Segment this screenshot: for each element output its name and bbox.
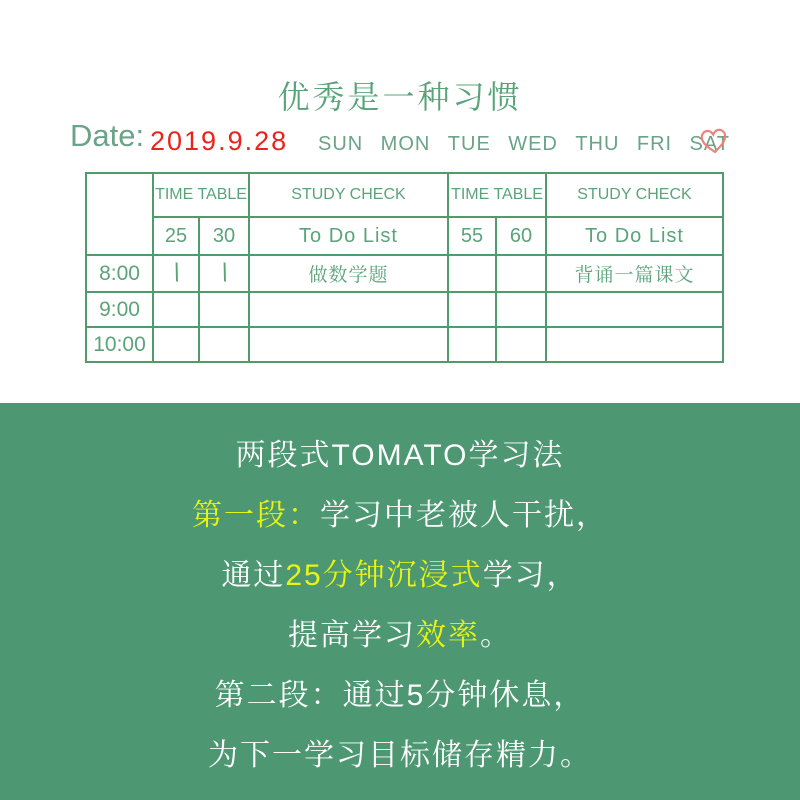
task-cell [249,327,448,362]
weekday-sun: SUN [318,133,364,155]
task-cell: 背诵一篇课文 [546,255,723,292]
weekday-sat [690,133,730,156]
promo-line-stage2 [0,662,800,722]
promo-highlight: 效率 [416,619,480,652]
promo-text: 为下一学习目标储存精力。 [208,739,592,772]
task-cell [546,292,723,327]
promo-line-efficiency [0,602,800,662]
task-cell: 做数学题 [249,255,448,292]
promo-text: 学习中老被人干扰， [320,499,608,532]
study-check-header-right: STUDY CHECK [546,173,723,217]
todo-header-right: To Do List [546,217,723,255]
weekday-sat-label: SAT [689,133,730,155]
check-cell [496,292,546,327]
time-table-header-right: TIME TABLE [448,173,546,217]
check-cell [153,327,199,362]
time-cell: 10:00 [86,327,153,362]
weekday-tue: TUE [447,133,491,155]
weekday-mon: MON [380,133,431,155]
weekday-row [318,133,730,156]
promo-highlight: 第一段： [192,499,320,532]
check-slash-mark: \ [169,258,183,288]
promo-text: 学习， [482,559,579,592]
promo-line-recharge [0,722,800,782]
weekday-wed: WED [508,133,558,155]
time-cell: 8:00 [86,255,153,292]
minutes-cell-30: 30 [199,217,249,255]
check-cell [496,255,546,292]
check-cell [496,327,546,362]
promo-text: 两段式TOMATO学习法 [235,439,565,472]
date-value: 2019.9.28 [150,126,289,156]
check-cell [448,327,496,362]
promo-text: 通过 [221,559,286,592]
promo-line-25min [0,542,800,602]
promo-highlight: 25分钟沉浸式 [285,559,483,592]
study-check-header-left: STUDY CHECK [249,173,448,217]
table-row-900 [86,292,723,327]
promo-text: 提高学习 [288,619,416,652]
check-cell [199,292,249,327]
check-cell [153,292,199,327]
check-cell [448,292,496,327]
page-title: 优秀是一种习惯 [277,79,523,115]
promo-line-stage1 [0,482,800,542]
check-slash-mark: \ [217,258,231,288]
weekday-thu: THU [575,133,620,155]
task-cell [546,327,723,362]
table-row-1000 [86,327,723,362]
study-timetable [85,172,724,363]
check-cell [199,327,249,362]
check-cell [448,255,496,292]
todo-header-left: To Do List [249,217,448,255]
check-cell [153,255,199,292]
date-label: Date: [70,118,145,153]
promo-text: 第二段：通过5分钟休息， [214,679,586,712]
table-row-800 [86,255,723,292]
time-corner-cell [86,173,153,255]
time-cell: 9:00 [86,292,153,327]
minutes-cell-55: 55 [448,217,496,255]
minutes-cell-25: 25 [153,217,199,255]
time-table-header-left: TIME TABLE [153,173,249,217]
weekday-fri: FRI [636,133,673,155]
promo-text: 。 [480,619,512,652]
minutes-cell-60: 60 [496,217,546,255]
promo-section [0,403,800,800]
task-cell [249,292,448,327]
check-cell [199,255,249,292]
promo-line-method-title [0,422,800,482]
